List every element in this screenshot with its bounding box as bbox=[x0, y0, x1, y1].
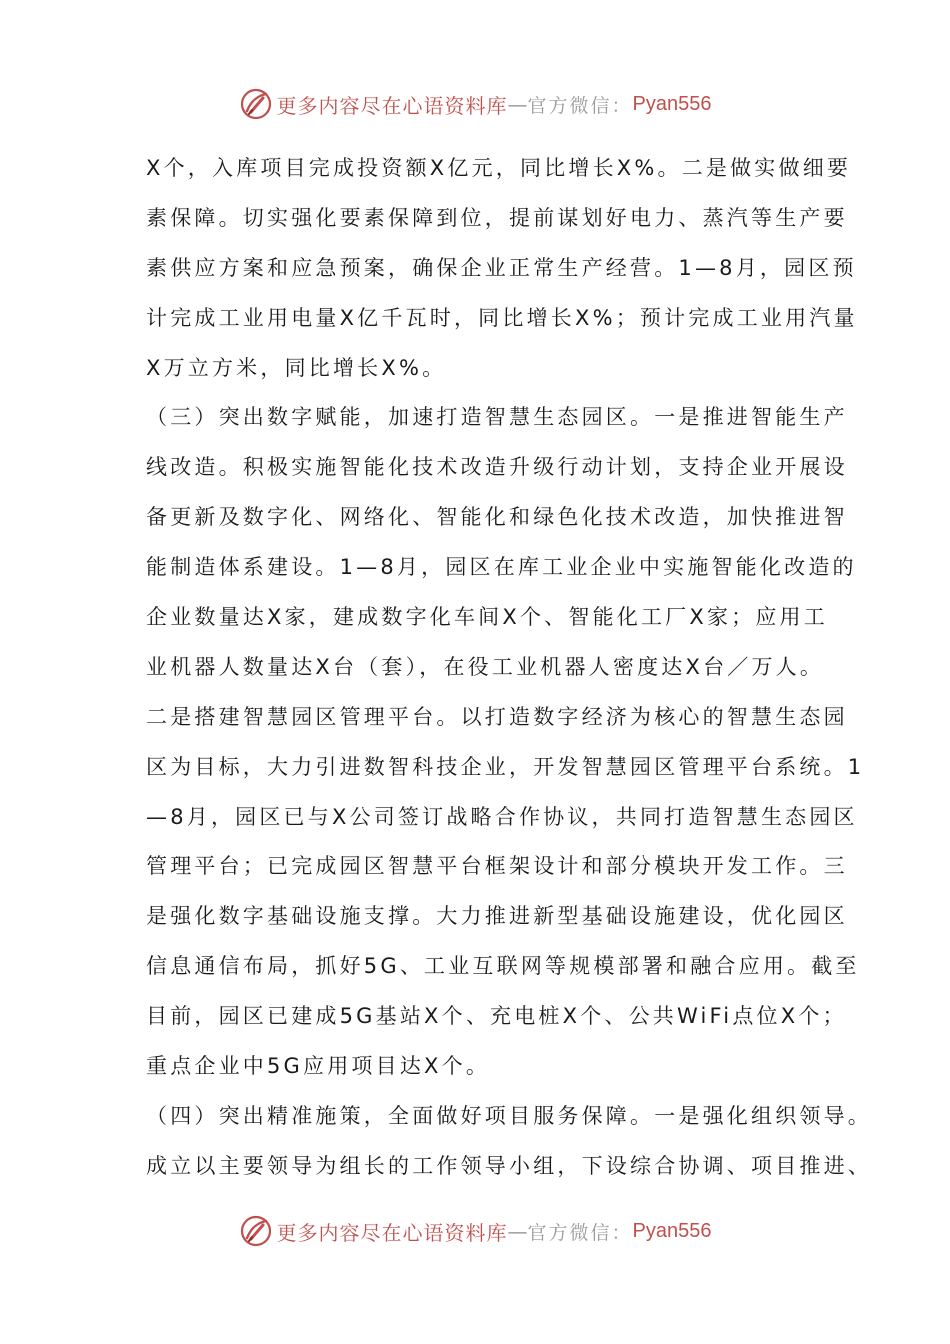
body-text-line: 目前，园区已建成5G基站X个、充电桩X个、公共WiFi点位X个； bbox=[146, 1004, 847, 1029]
body-text-line: 能制造体系建设。1—8月，园区在库工业企业中实施智能化改造的 bbox=[146, 555, 857, 580]
banner-wechat-label: 官方微信： bbox=[527, 1221, 633, 1244]
body-text-line: X个，入库项目完成投资额X亿元，同比增长X%。二是做实做细要 bbox=[146, 156, 852, 180]
body-text-line: 素保障。切实强化要素保障到位，提前谋划好电力、蒸汽等生产要 bbox=[146, 205, 848, 230]
body-text-line: 管理平台；已完成园区智慧平台框架设计和部分模块开发工作。三 bbox=[146, 854, 848, 879]
banner-wechat-id: Pyan556 bbox=[632, 92, 712, 115]
footer-watermark-banner bbox=[0, 1211, 950, 1251]
pen-logo-icon bbox=[239, 87, 273, 121]
header-watermark-banner bbox=[0, 84, 950, 124]
body-text-line: 企业数量达X家，建成数字化车间X个、智能化工厂X家；应用工 bbox=[146, 605, 828, 630]
body-text-line: 素供应方案和应急预案，确保企业正常生产经营。1—8月，园区预 bbox=[146, 255, 857, 280]
body-text-line: X万立方米，同比增长X%。 bbox=[146, 355, 447, 380]
body-text-line: （四）突出精准施策，全面做好项目服务保障。一是强化组织领导。 bbox=[146, 1103, 872, 1128]
document-body bbox=[146, 148, 872, 1196]
body-text-line: 二是搭建智慧园区管理平台。以打造数字经济为核心的智慧生态园 bbox=[146, 704, 848, 729]
body-text-line: 计完成工业用电量X亿千瓦时，同比增长X%；预计完成工业用汽量 bbox=[146, 305, 858, 330]
body-text-line: 重点企业中5G应用项目达X个。 bbox=[146, 1054, 491, 1079]
body-text-line: 信息通信布局，抓好5G、工业互联网等规模部署和融合应用。截至 bbox=[146, 954, 860, 979]
body-text-line: （三）突出数字赋能，加速打造智慧生态园区。一是推进智能生产 bbox=[146, 405, 848, 430]
pen-logo-icon bbox=[239, 1214, 273, 1248]
banner-main-text: 更多内容尽在心语资料库 bbox=[276, 1220, 508, 1245]
body-text-line: 业机器人数量达X台（套），在役工业机器人密度达X台／万人。 bbox=[146, 654, 825, 679]
banner-main-text: 更多内容尽在心语资料库 bbox=[276, 93, 508, 118]
body-text-line: 备更新及数字化、网络化、智能化和绿色化技术改造，加快推进智 bbox=[146, 505, 848, 530]
banner-dash: — bbox=[507, 92, 528, 116]
banner-wechat-label: 官方微信： bbox=[527, 94, 633, 117]
body-text-line: 是强化数字基础设施支撑。大力推进新型基础设施建设，优化园区 bbox=[146, 904, 848, 929]
banner-dash: — bbox=[507, 1219, 528, 1243]
body-text-line: 线改造。积极实施智能化技术改造升级行动计划，支持企业开展设 bbox=[146, 455, 848, 480]
banner-wechat-id: Pyan556 bbox=[632, 1219, 712, 1242]
body-text-line: 区为目标，大力引进数智科技企业，开发智慧园区管理平台系统。1 bbox=[146, 754, 865, 779]
body-text-line: 成立以主要领导为组长的工作领导小组，下设综合协调、项目推进、 bbox=[146, 1153, 872, 1178]
body-text-line: —8月，园区已与X公司签订战略合作协议，共同打造智慧生态园区 bbox=[146, 804, 858, 829]
